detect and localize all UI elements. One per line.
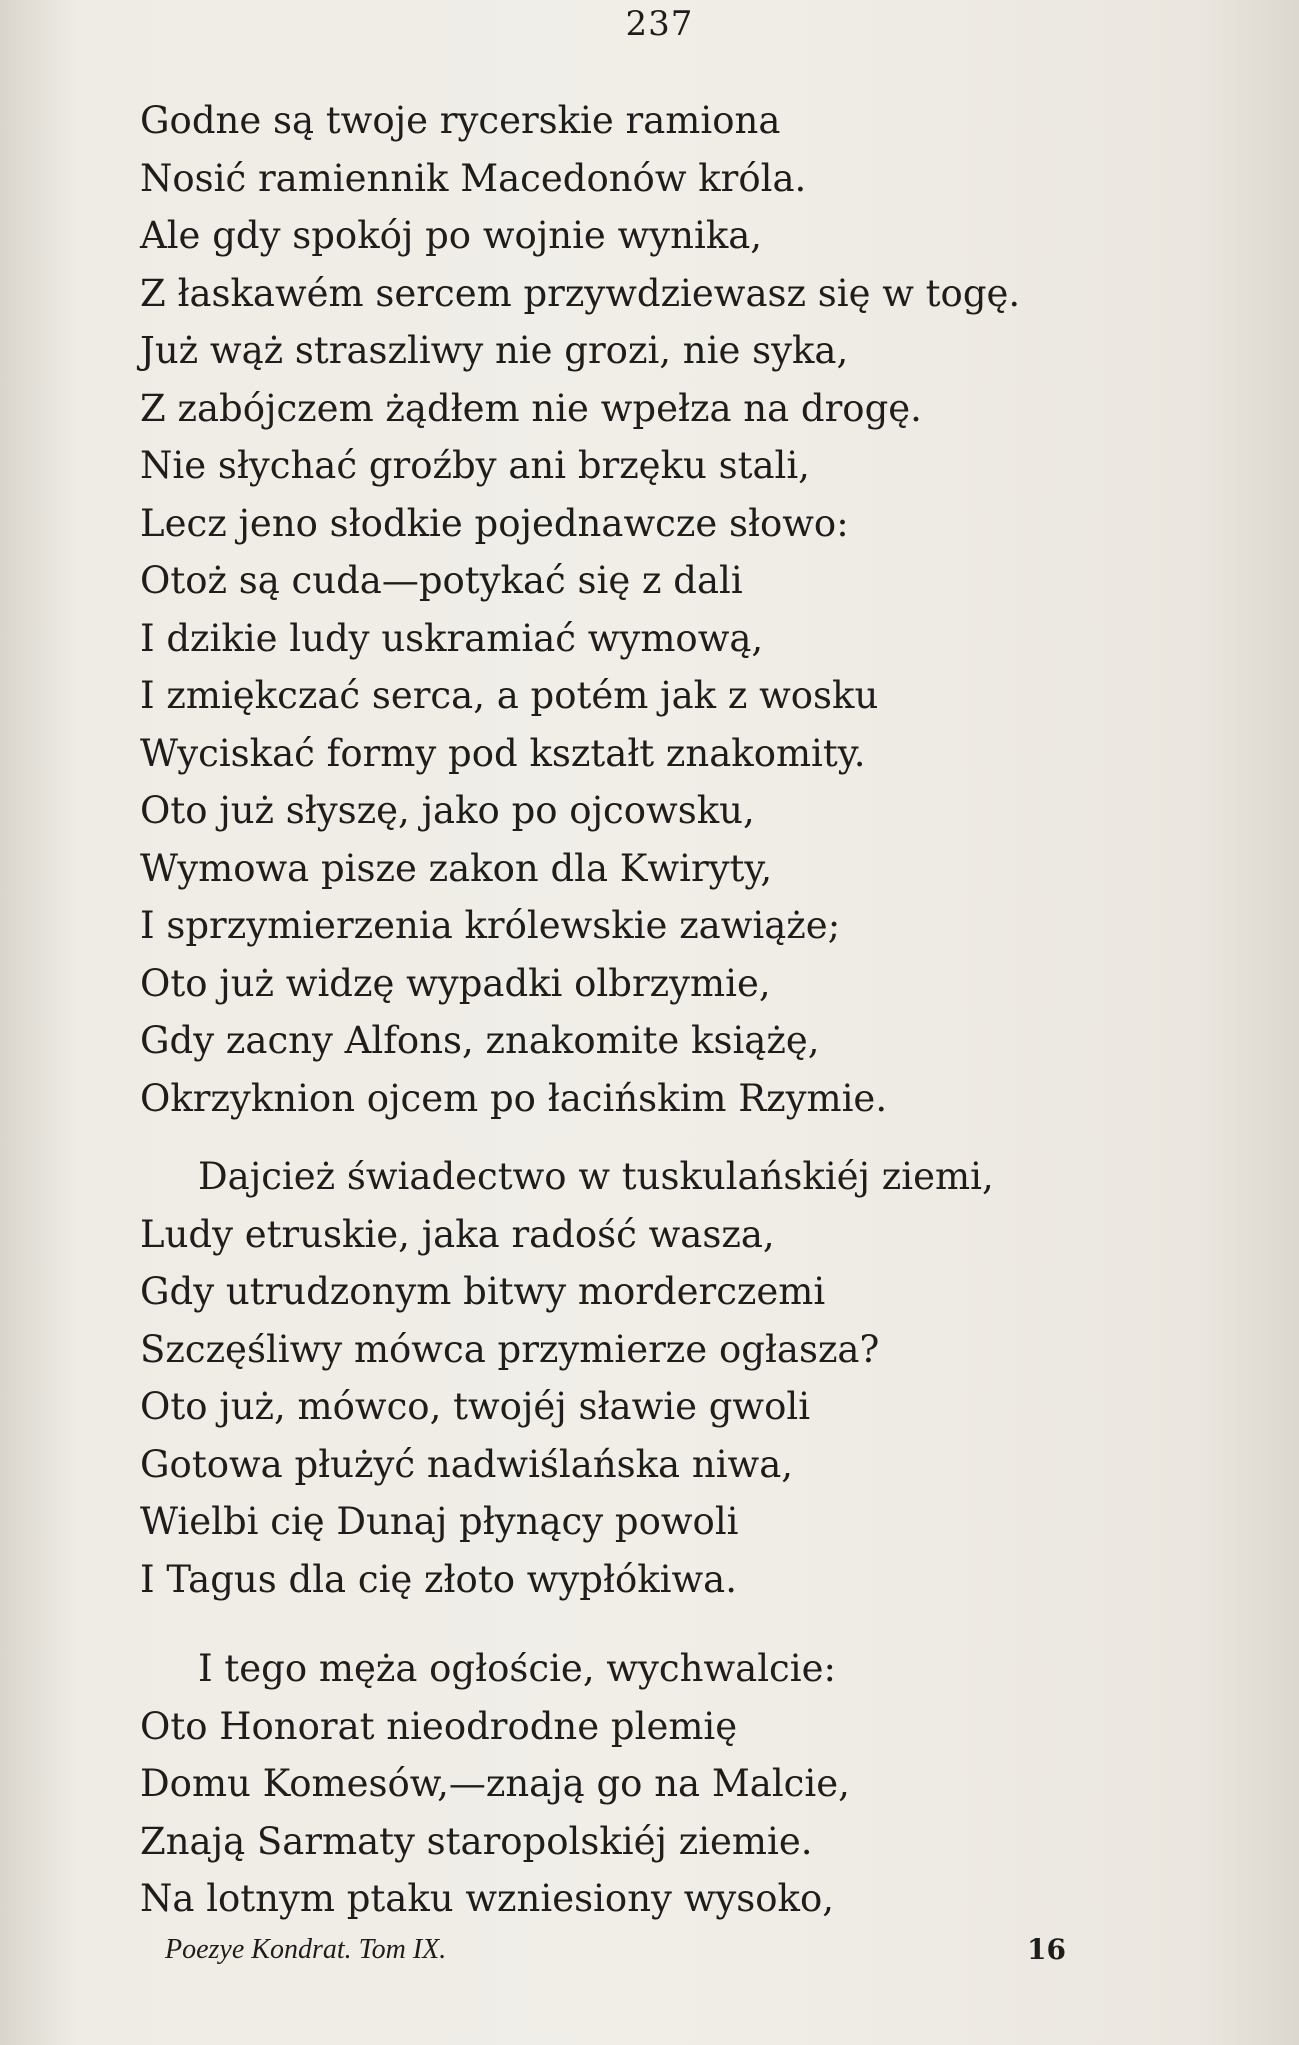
- verse-line: I dzikie ludy uskramiać wymową,: [140, 616, 764, 660]
- verse-line: Domu Komesów,—znają go na Malcie,: [140, 1762, 850, 1805]
- stanza-1: [140, 92, 1140, 1127]
- sheet-number: 16: [1027, 1933, 1066, 1966]
- verse-line: Na lotnym ptaku wzniesiony wysoko,: [140, 1877, 834, 1920]
- verse-line: I sprzymierzenia królewskie zawiąże;: [140, 904, 841, 947]
- verse-line: Oto Honorat nieodrodne plemię: [140, 1704, 738, 1748]
- page-footer: [165, 1925, 1065, 1975]
- verse-line: I zmiękczać serca, a potém jak z wosku: [140, 674, 879, 717]
- verse-line: Z zabójczem żądłem nie wpełza na drogę.: [140, 386, 922, 430]
- verse-line: Szczęśliwy mówca przymierze ogłasza?: [140, 1327, 880, 1371]
- printer-signature: Poezye Kondrat. Tom IX.: [165, 1934, 447, 1965]
- verse-line: Dajcież świadectwo w tuskulańskiéj ziemi,: [198, 1155, 994, 1198]
- verse-line: Ludy etruskie, jaka radość wasza,: [140, 1212, 775, 1256]
- verse-line: Oto już, mówco, twojéj sławie gwoli: [140, 1385, 811, 1428]
- verse-line: Gdy zacny Alfons, znakomite książę,: [140, 1019, 820, 1062]
- verse-line: Już wąż straszliwy nie grozi, nie syka,: [140, 329, 849, 372]
- verse-line: Gdy utrudzonym bitwy morderczemi: [140, 1270, 826, 1313]
- verse-line: Nie słychać groźby ani brzęku stali,: [140, 444, 810, 487]
- verse-line: I Tagus dla cię złoto wypłókiwa.: [140, 1557, 738, 1601]
- verse-line: Gotowa płużyć nadwiślańska niwa,: [140, 1442, 794, 1486]
- verse-line: Otoż są cuda—potykać się z dali: [140, 559, 743, 602]
- verse-line: Oto już widzę wypadki olbrzymie,: [140, 961, 771, 1005]
- verse-line: Nosić ramiennik Macedonów króla.: [140, 156, 807, 200]
- verse-line: Znają Sarmaty staropolskiéj ziemie.: [140, 1819, 813, 1863]
- page-number: 237: [625, 4, 694, 44]
- verse-line: Wyciskać formy pod kształt znakomity.: [140, 731, 866, 775]
- verse-line: Wielbi cię Dunaj płynący powoli: [140, 1500, 739, 1543]
- verse-line: Ale gdy spokój po wojnie wynika,: [140, 214, 763, 257]
- verse-line: I tego męża ogłoście, wychwalcie:: [198, 1647, 836, 1690]
- verse-line: Okrzyknion ojcem po łacińskim Rzymie.: [140, 1076, 888, 1120]
- verse-line: Godne są twoje rycerskie ramiona: [140, 99, 781, 142]
- verse-line: Lecz jeno słodkie pojednawcze słowo:: [140, 501, 849, 545]
- stanza-2: [140, 1148, 1140, 1608]
- verse-line: Oto już słyszę, jako po ojcowsku,: [140, 789, 755, 832]
- stanza-3: [140, 1640, 1140, 1928]
- verse-line: Wymowa pisze zakon dla Kwiryty,: [140, 846, 773, 890]
- verse-line: Z łaskawém sercem przywdziewasz się w togę.: [140, 271, 1021, 315]
